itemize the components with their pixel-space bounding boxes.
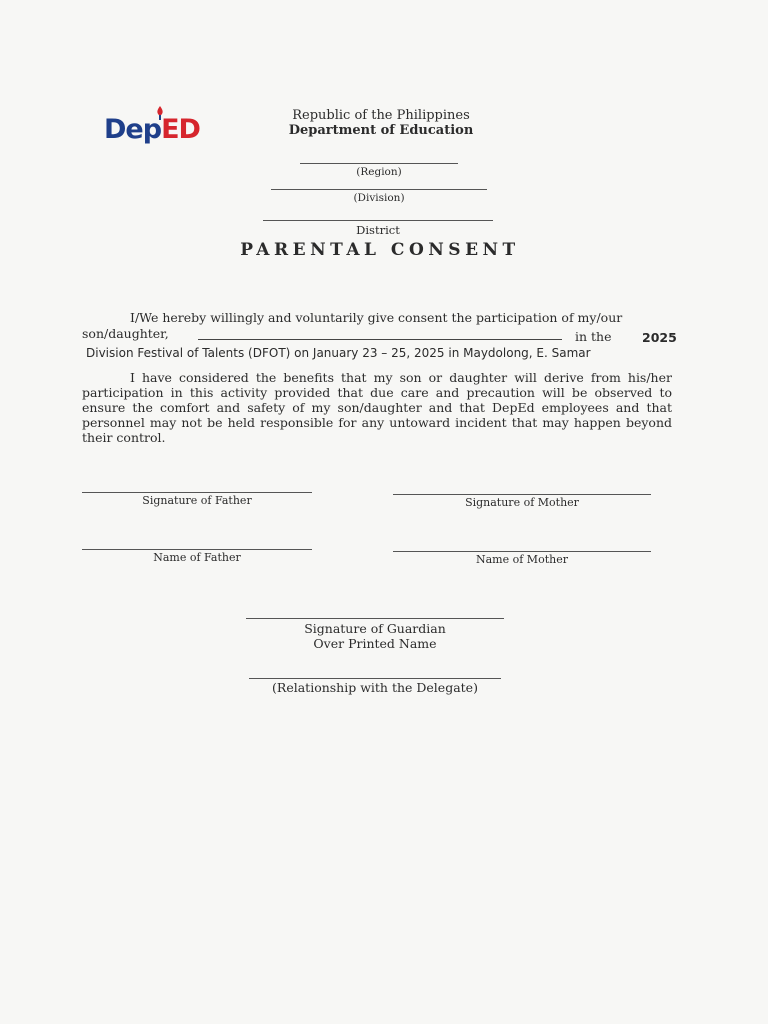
paragraph-2: I have considered the benefits that my son or daughter will derive from his/her participation in this activity provided that due care and precaution will be observed to ensure the comfort and safety of my son/daughter and that DepEd employees and that personnel may not be held responsible for any untoward incident that may happen beyond their control. [82, 370, 672, 445]
republic-heading: Republic of the Philippines [292, 108, 470, 123]
district-label: District [356, 223, 400, 237]
mother-name-line [393, 551, 651, 552]
logo-wordmark: DepED [104, 114, 200, 145]
year-text: 2025 [642, 330, 677, 345]
guardian-signature-line [246, 618, 504, 619]
region-line [300, 163, 458, 164]
mother-signature-label: Signature of Mother [465, 496, 579, 509]
guardian-printed-name-label: Over Printed Name [313, 636, 437, 651]
region-label: (Region) [356, 166, 402, 178]
father-signature-label: Signature of Father [142, 494, 252, 507]
mother-signature-line [393, 494, 651, 495]
division-label: (Division) [353, 192, 405, 204]
district-line [263, 220, 493, 221]
event-text: Division Festival of Talents (DFOT) on January 23 – 25, 2025 in Maydolong, E. Samar [86, 346, 591, 360]
son-daughter-label: son/daughter, [82, 326, 169, 341]
division-line [271, 189, 487, 190]
page-title: PARENTAL CONSENT [240, 240, 520, 260]
relationship-line [249, 678, 501, 679]
department-heading: Department of Education [288, 123, 474, 138]
paragraph-1-line-1: I/We hereby willingly and voluntarily give consent the participation of my/our [130, 310, 623, 325]
child-name-line [198, 339, 562, 340]
in-the-text: in the [575, 329, 612, 344]
guardian-signature-label: Signature of Guardian [304, 621, 446, 636]
father-name-line [82, 549, 312, 550]
relationship-label: (Relationship with the Delegate) [272, 680, 478, 695]
mother-name-label: Name of Mother [476, 553, 568, 566]
father-name-label: Name of Father [153, 551, 241, 564]
father-signature-line [82, 492, 312, 493]
